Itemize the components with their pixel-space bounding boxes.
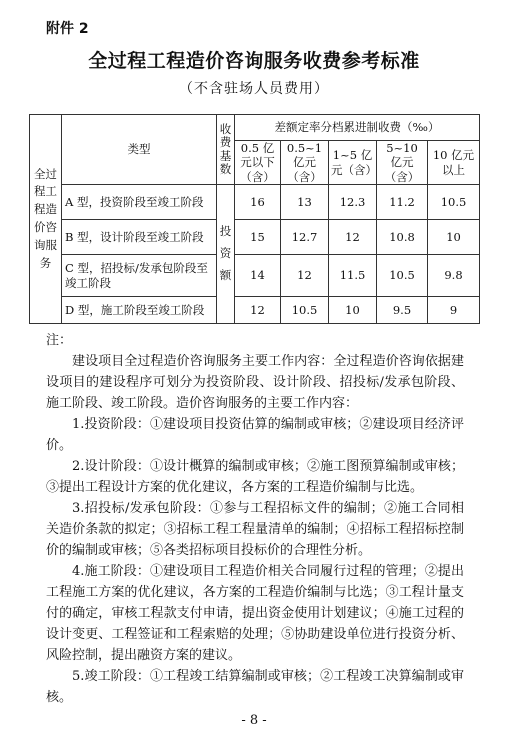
rate-cell: 12 xyxy=(281,255,329,297)
table-row xyxy=(30,255,480,297)
rate-cell: 10 xyxy=(428,220,480,255)
rate-cell: 10.8 xyxy=(377,220,428,255)
rate-cell: 15 xyxy=(235,220,281,255)
rate-cell: 10.5 xyxy=(281,297,329,324)
type-cell: C 型，招投标/发承包阶段至竣工阶段 xyxy=(62,255,217,297)
rate-cell: 13 xyxy=(281,185,329,220)
notes-item: 5.竣工阶段：①工程竣工结算编制或审核；②工程竣工决算编制或审核。 xyxy=(46,669,464,705)
rate-cell: 9.8 xyxy=(428,255,480,297)
base-value-cell: 投资额 xyxy=(217,185,235,324)
type-cell: B 型，设计阶段至竣工阶段 xyxy=(62,220,217,255)
notes-intro: 建设项目全过程造价咨询服务主要工作内容：全过程造价咨询依据建设项目的建设程序可划分为投资阶段、设计阶段、招投标/发承包阶段、施工阶段、竣工阶段。造价咨询服务的主要工作内容： xyxy=(46,354,464,411)
notes-section xyxy=(46,330,464,708)
base-header: 收费基数 xyxy=(217,115,235,185)
notes-item: 1.投资阶段：①建设项目投资估算的编制或审核；②建设项目经济评价。 xyxy=(46,417,464,453)
bracket-header: 5~10 亿元（含） xyxy=(377,141,428,185)
annex-label: 附件 2 xyxy=(46,21,89,37)
category-cell: 全过程工程造价咨询服务 xyxy=(30,115,62,324)
rate-cell: 12.7 xyxy=(281,220,329,255)
rate-cell: 10.5 xyxy=(428,185,480,220)
rate-cell: 9 xyxy=(428,297,480,324)
table-row xyxy=(30,297,480,324)
rate-cell: 10 xyxy=(329,297,377,324)
bracket-header: 10 亿元以上 xyxy=(428,141,480,185)
rate-cell: 11.5 xyxy=(329,255,377,297)
type-cell: A 型，投资阶段至竣工阶段 xyxy=(62,185,217,220)
rate-cell: 9.5 xyxy=(377,297,428,324)
page-subtitle: （不含驻场人员费用） xyxy=(179,81,329,97)
rate-header: 差额定率分档累进制收费（‰） xyxy=(235,115,480,141)
fee-table xyxy=(29,114,480,324)
notes-item: 2.设计阶段：①设计概算的编制或审核；②施工图预算编制或审核；③提出工程设计方案的优化建议，各方案的工程造价编制与比选。 xyxy=(46,459,464,495)
rate-cell: 11.2 xyxy=(377,185,428,220)
bracket-header: 0.5 亿元以下（含） xyxy=(235,141,281,185)
rate-cell: 12.3 xyxy=(329,185,377,220)
notes-item: 4.施工阶段：①建设项目工程造价相关合同履行过程的管理；②提出工程施工方案的优化建议，各方案的工程造价编制与比选；③工程计量支付的确定，审核工程款支付申请，提出资金使用计划建议；④施工过程的设计变更、工程签证和工程索赔的处理；⑤协助建设单位进行投资分析、风险控制，提出融资方案的建议。 xyxy=(46,564,464,663)
type-header: 类型 xyxy=(62,115,217,185)
bracket-header: 0.5~1 亿元（含） xyxy=(281,141,329,185)
table-row xyxy=(30,220,480,255)
page-title: 全过程工程造价咨询服务收费参考标准 xyxy=(88,50,420,72)
rate-cell: 10.5 xyxy=(377,255,428,297)
rate-cell: 12 xyxy=(329,220,377,255)
notes-label: 注： xyxy=(46,333,73,348)
notes-item: 3.招投标/发承包阶段：①参与工程招标文件的编制；②施工合同相关造价条款的拟定；③招标工程工程量清单的编制；④招标工程招标控制价的编制或审核；⑤各类招标项目投标价的合理性分析。 xyxy=(46,501,464,558)
table-row xyxy=(30,185,480,220)
type-cell: D 型，施工阶段至竣工阶段 xyxy=(62,297,217,324)
bracket-header: 1~5 亿元（含） xyxy=(329,141,377,185)
rate-cell: 16 xyxy=(235,185,281,220)
page-number: - 8 - xyxy=(241,713,267,728)
rate-cell: 12 xyxy=(235,297,281,324)
rate-cell: 14 xyxy=(235,255,281,297)
